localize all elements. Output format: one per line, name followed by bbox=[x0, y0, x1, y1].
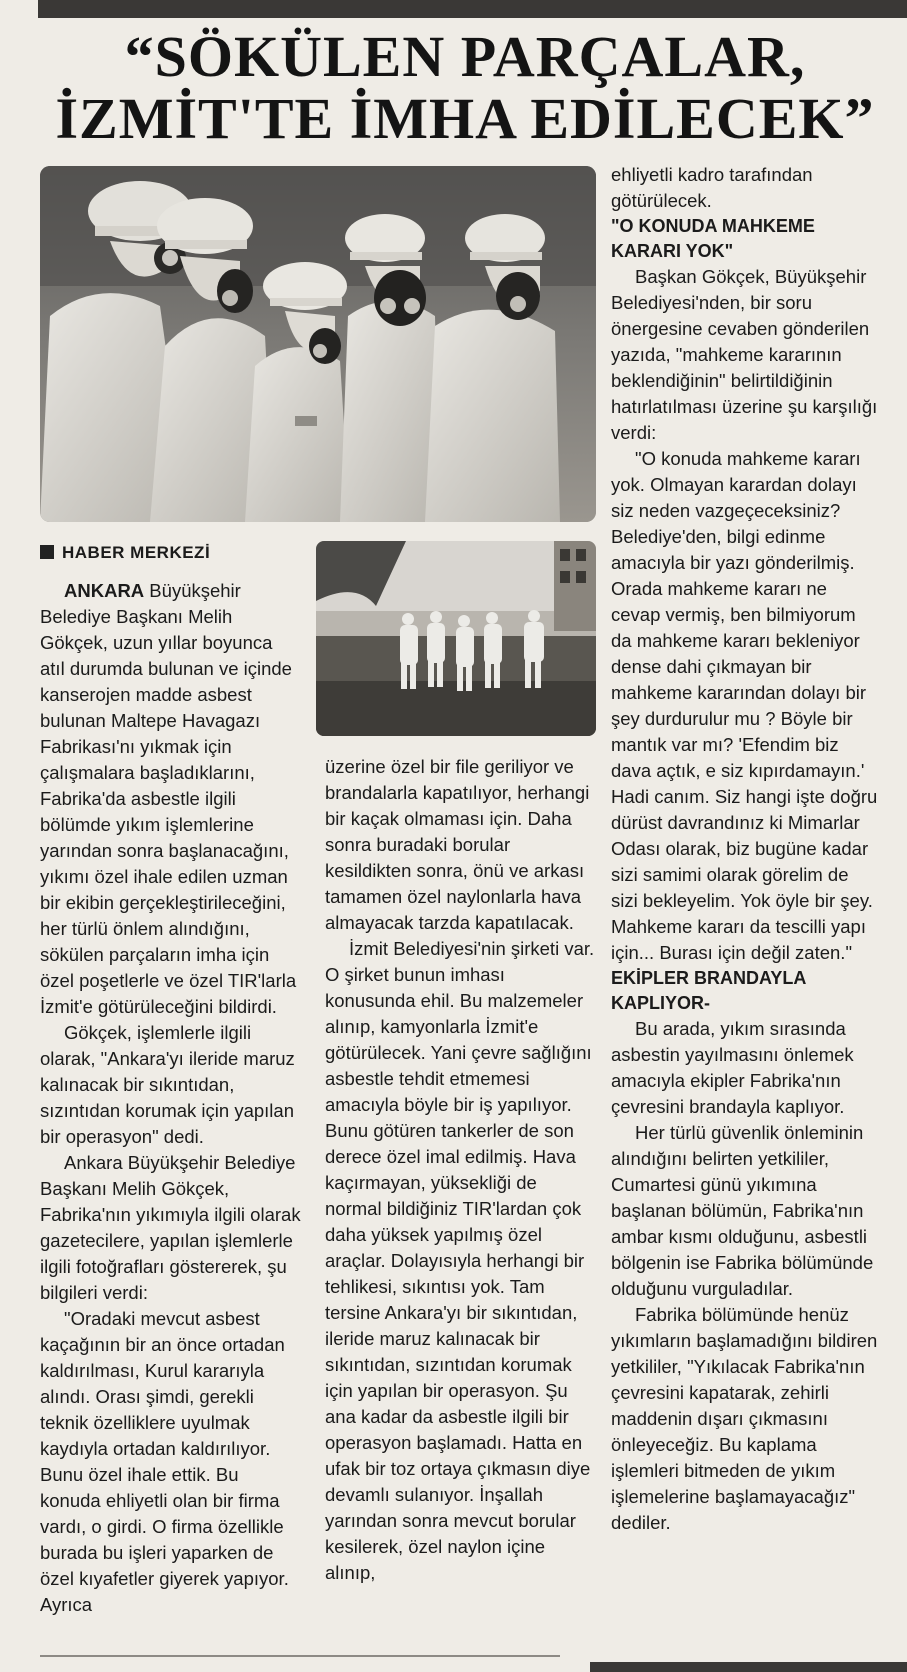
subheading-ekipler: EKİPLER BRANDAYLA KAPLIYOR- bbox=[611, 968, 806, 1013]
group-photo bbox=[316, 541, 596, 736]
main-photo bbox=[40, 166, 596, 522]
byline bbox=[40, 543, 290, 563]
dateline: ANKARA bbox=[64, 580, 145, 601]
col3-paragraph-3: Bu arada, yıkım sırasında asbestin yayılmasını önlemek amacıyla ekipler Fabrika'nın çevresini brandayla kaplıyor. bbox=[611, 1018, 854, 1117]
col3-paragraph-5: Fabrika bölümünde henüz yıkımların başlamadığını bildiren yetkililer, "Yıkılacak Fabrika'nın çevresini kapatarak, zehirli maddenin dışarı çıkmasını önleyeceğiz. Bu kaplama işlemleri bitmeden de yıkım işlemelerine başlamayacağız" dediler. bbox=[611, 1304, 878, 1533]
byline-square-icon bbox=[40, 545, 54, 559]
col1-p1-text: Büyükşehir Belediye Başkanı Melih Gökçek, uzun yıllar boyunca atıl durumda bulunan ve içinde kanserojen madde asbest bulunan Maltepe Havagazı Fabrikası'nı yıkmak için çalışmalara başladıklarını, Fabrika'da asbestle ilgili bölümde yıkım işlemlerine yarından sonra başlanacağını, yıkımı özel ihale edilen uzman bir ekibin gerçekleştirileceğini, her türlü önlem alındığını, sökülen parçaların imha için özel poşetlerle ve özel TIR'larla İzmit'e götürüleceğini bildirdi. bbox=[40, 580, 297, 1017]
bottom-rule bbox=[40, 1655, 560, 1657]
col3-paragraph-1: Başkan Gökçek, Büyükşehir Belediyesi'nden, bir soru önergesine cevaben gönderilen yazıda, "mahkeme kararının beklendiğinin" belirtildiğinin hatırlatılması üzerine şu karşılığı verdi: bbox=[611, 266, 878, 443]
bottom-bar bbox=[590, 1662, 907, 1672]
subheading-mahkeme: "O KONUDA MAHKEME KARARI YOK" bbox=[611, 216, 815, 261]
headline-line2: İZMİT'TE İMHA EDİLECEK” bbox=[55, 86, 875, 151]
col3-paragraph-4: Her türlü güvenlik önleminin alındığını belirten yetkililer, Cumartesi günü yıkımına başlanan bölümün, Fabrika'nın ambar kısmı olduğunu, asbestli bölgenin ise Fabrika bölümünde olduğunu vurguladılar. bbox=[611, 1122, 874, 1299]
col3-paragraph-2: "O konuda mahkeme kararı yok. Olmayan karardan dolayı siz neden vazgeçeceksiniz? Belediye'den, bilgi edinme amacıyla bir yazı gönderilmiş. Orada mahkeme kararı ne cevap vermiş, ben bilmiyorum da mahkeme kararı bekleniyor dense dahi çıkmayan bir mahkeme kararından dolayı bir şey durdurulur mu ? Böyle bir mantık var mı? 'Efendim biz dava açtık, e siz kıpırdamayın.' Hadi canım. Siz hangi işte doğru dürüst davrandınız ki Mimarlar Odası olarak, biz bugüne kadar sizi samimi olarak görelim de sizi bekleyelim. Yok öyle bir şey. Mahkeme kararı da tescilli yapı için... Burası için değil zaten." bbox=[611, 448, 878, 963]
col2-paragraph-2: İzmit Belediyesi'nin şirketi var. O şirket bunun imhası konusunda ehil. Bu malzemeler alınıp, kamyonlarla İzmit'e götürülecek. Yani çevre sağlığını asbestle tehdit etmemesi amacıyla böyle bir iş yapılıyor. Bunu götüren tankerler de son derece özel imal edilmiş. Hava kaçırmayan, yüksekliği de normal bildiğiniz TIR'lardan çok daha yüksek yapılmış özel araçlar. Dolayısıyla herhangi bir tehlikesi, sıkıntısı yok. Tam tersine Ankara'yı bir sıkıntıdan, ileride maruz kalınacak bir sıkıntıdan, sızıntıdan korumak için yapılan bir operasyon. Şu ana kadar da asbestle ilgili bir operasyon başlamadı. Hatta en ufak bir toz ortaya çıkmasın diye devamlı sulanıyor. İnşallah yarından sonra mevcut borular kesilerek, özel naylon içine alınıp, bbox=[325, 938, 595, 1583]
group-photo-illustration bbox=[316, 541, 596, 736]
headline-line1: “SÖKÜLEN PARÇALAR, bbox=[124, 24, 806, 89]
col2-paragraph-1: üzerine özel bir file geriliyor ve brandalarla kapatılıyor, herhangi bir kaçak olmaması için. Daha sonra buradaki borular kesildikten sonra, önü ve arkası tamamen özel naylonlarla hava almayacak tarzda kapatılacak. bbox=[325, 756, 590, 933]
column-3 bbox=[611, 162, 879, 1536]
col1-paragraph-3: Ankara Büyükşehir Belediye Başkanı Melih Gökçek, Fabrika'nın yıkımıyla ilgili olarak gazetecilere, yapılan işlemlerle ilgili fotoğrafları göstererek, şu bilgileri verdi: bbox=[40, 1152, 301, 1303]
column-2 bbox=[325, 754, 597, 1586]
workers-photo-illustration bbox=[40, 166, 596, 522]
col1-paragraph-1 bbox=[40, 578, 302, 1020]
col1-paragraph-4: "Oradaki mevcut asbest kaçağının bir an önce ortadan kaldırılması, Kurul kararıyla alındı. Orası şimdi, gerekli teknik özelliklere uyulmak kaydıyla ortadan kaldırılıyor. Bunu özel ihale ettik. Bu konuda ehliyetli olan bir firma vardı, o girdi. O firma özellikle burada bu işleri yaparken de özel kıyafetler giyerek yapıyor. Ayrıca bbox=[40, 1308, 289, 1615]
col1-paragraph-2: Gökçek, işlemlerle ilgili olarak, "Ankara'yı ileride maruz kalınacak bir sıkıntıdan, sızıntıdan korumak için yapılan bir operasyon" dedi. bbox=[40, 1022, 295, 1147]
col3-paragraph-0: ehliyetli kadro tarafından götürülecek. bbox=[611, 164, 813, 211]
byline-text: HABER MERKEZİ bbox=[62, 543, 211, 562]
top-bar bbox=[38, 0, 907, 18]
column-1 bbox=[40, 578, 302, 1618]
headline bbox=[30, 26, 900, 150]
